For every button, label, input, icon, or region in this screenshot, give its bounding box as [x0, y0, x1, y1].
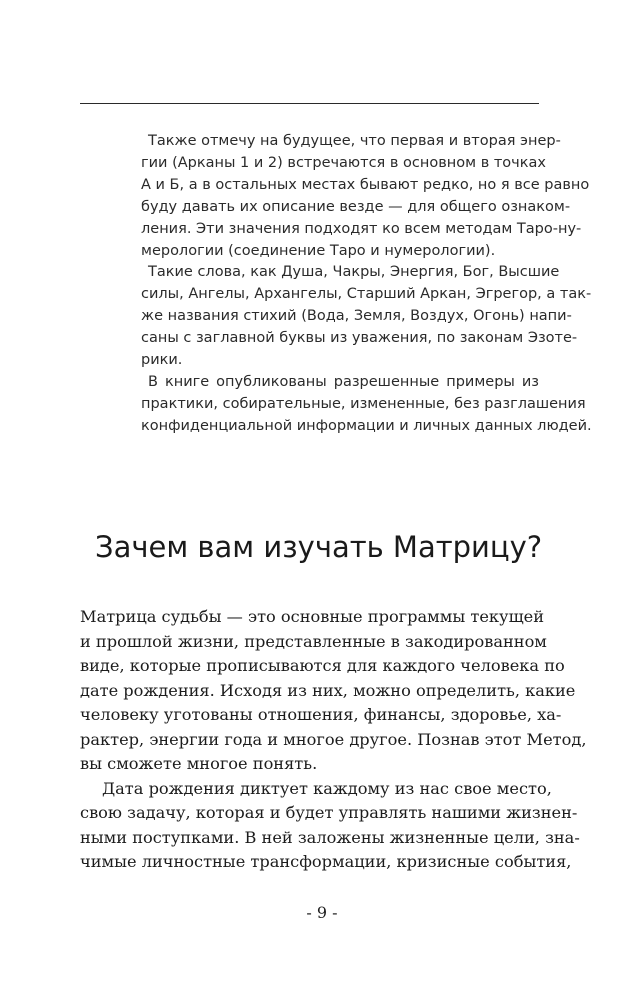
- text-line: Такие слова, как Душа, Чакры, Энергия, Бог, Высшие: [148, 264, 560, 281]
- text-line: силы, Ангелы, Архангелы, Старший Аркан, Эгрегор, а так-: [141, 286, 592, 303]
- text-line: ными поступками. В ней заложены жизненные цели, зна-: [80, 827, 580, 847]
- text-line: вы сможете многое понять.: [80, 754, 318, 773]
- text-line: практики, собирательные, измененные, без разглашения: [141, 395, 586, 412]
- text-line: рактер, энергии года и многое другое. Познав этот Метод,: [80, 729, 587, 749]
- intro-section: [141, 131, 592, 438]
- text-line: человеку уготованы отношения, финансы, здоровье, ха-: [80, 705, 562, 724]
- page-number: - 9 -: [306, 903, 338, 922]
- text-line: ления. Эти значения подходят ко всем методам Таро-ну-: [141, 220, 582, 237]
- text-line: мерологии (соединение Таро и нумерологии).: [141, 242, 496, 259]
- text-line: свою задачу, которая и будет управлять нашими жизнен-: [80, 803, 578, 822]
- intro-paragraph: [141, 262, 592, 372]
- text-line: В книге опубликованы разрешенные примеры из: [148, 373, 539, 390]
- text-line: же названия стихий (Вода, Земля, Воздух, Огонь) напи-: [141, 308, 572, 325]
- text-line: чимые личностные трансформации, кризисные события,: [80, 852, 572, 871]
- header-rule: [80, 103, 539, 104]
- text-line: рики.: [141, 352, 183, 369]
- body-paragraph: [80, 777, 580, 875]
- text-line: Также отмечу на будущее, что первая и вторая энер-: [148, 133, 561, 149]
- text-line: конфиденциальной информации и личных данных людей.: [141, 417, 592, 434]
- text-line: Дата рождения диктует каждому из нас свое место,: [102, 778, 552, 798]
- text-line: и прошлой жизни, представленные в закодированном: [80, 631, 547, 651]
- intro-paragraph: [141, 131, 590, 262]
- intro-paragraph: [141, 372, 592, 438]
- body-section: [80, 605, 587, 875]
- body-paragraph: [80, 605, 587, 777]
- section-heading: Зачем вам изучать Матрицу?: [95, 530, 543, 564]
- text-line: гии (Арканы 1 и 2) встречаются в основном в точках: [141, 154, 546, 171]
- text-line: саны с заглавной буквы из уважения, по законам Эзоте-: [141, 330, 578, 347]
- text-line: буду давать их описание везде — для общего ознаком-: [141, 198, 571, 215]
- text-line: Матрица судьбы — это основные программы текущей: [80, 607, 544, 626]
- text-line: А и Б, а в остальных местах бывают редко, но я все равно: [141, 176, 590, 193]
- text-line: дате рождения. Исходя из них, можно определить, какие: [80, 680, 576, 700]
- text-line: виде, которые прописываются для каждого человека по: [80, 656, 565, 675]
